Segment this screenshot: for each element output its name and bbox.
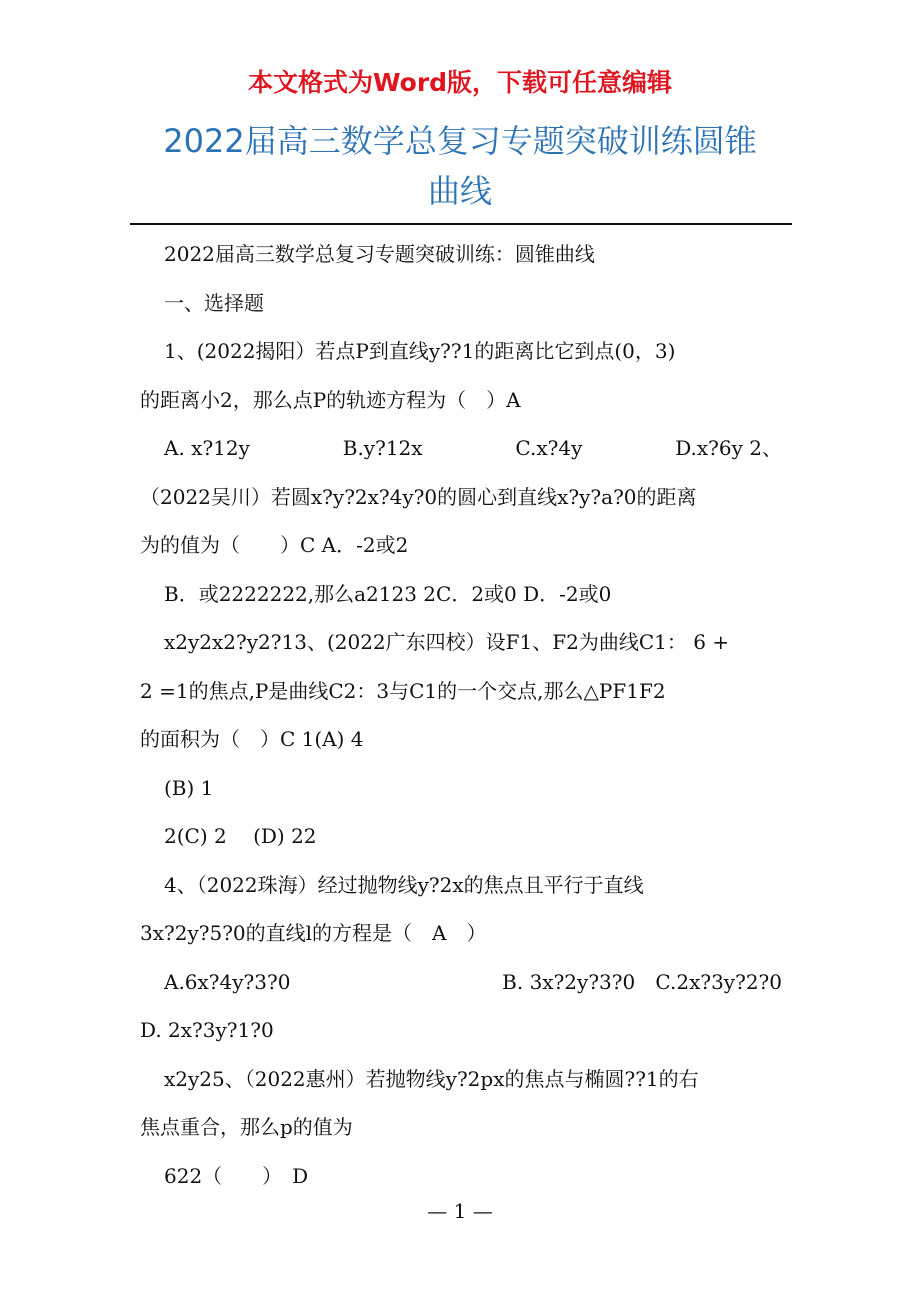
question-5-line-1: x2y25、（2022惠州）若抛物线y?2px的焦点与椭圆??1的右 bbox=[164, 1066, 699, 1091]
question-3-option-b: (B) 1 bbox=[164, 775, 214, 800]
question-2-line-2: 为的值为（ ）C A．-2或2 bbox=[140, 533, 409, 557]
question-1-option-d: D.x?6y 2、 bbox=[675, 436, 782, 460]
question-4-option-b: B. 3x?2y?3?0 bbox=[502, 969, 636, 994]
document-title-line-2: 曲线 bbox=[427, 172, 492, 210]
section-heading: 一、选择题 bbox=[164, 290, 264, 315]
download-banner: 本文格式为Word版，下载可任意编辑 bbox=[247, 68, 673, 97]
question-4-option-c: C.2x?3y?2?0 bbox=[655, 969, 782, 994]
question-1-option-a: A. x?12y bbox=[164, 436, 250, 460]
question-3-line-3: 的面积为（ ）C 1(A) 4 bbox=[140, 727, 364, 751]
question-5-line-3: 622（ ） D bbox=[164, 1163, 309, 1188]
question-4-options bbox=[140, 958, 782, 1007]
question-1-option-b: B.y?12x bbox=[342, 436, 423, 460]
question-2-line-3: B．或2222222,那么a2123 2C．2或0 D．-2或0 bbox=[164, 581, 612, 606]
question-2-line-1: （2022吴川）若圆x?y?2x?4y?0的圆心到直线x?y?a?0的距离 bbox=[140, 484, 697, 509]
document-body bbox=[140, 230, 782, 1200]
question-3-options-cd: 2(C) 2 (D) 22 bbox=[164, 824, 317, 848]
question-4-option-d: D. 2x?3y?1?0 bbox=[140, 1018, 274, 1042]
document-title-line-1: 2022届高三数学总复习专题突破训练圆锥 bbox=[163, 122, 757, 160]
question-1-line-1: 1、(2022揭阳）若点P到直线y??1的距离比它到点(0，3) bbox=[164, 339, 676, 363]
question-4-line-2: 3x?2y?5?0的直线l的方程是（ A ） bbox=[140, 921, 487, 945]
question-3-line-2: 2 =1的焦点,P是曲线C2：3与C1的一个交点,那么△PF1F2 bbox=[140, 678, 666, 703]
question-1-options bbox=[140, 424, 782, 473]
page-number: — 1 — bbox=[427, 1199, 493, 1223]
question-5-line-2: 焦点重合，那么p的值为 bbox=[140, 1115, 353, 1139]
document-title bbox=[120, 116, 800, 216]
question-4-line-1: 4、（2022珠海）经过抛物线y?2x的焦点且平行于直线 bbox=[164, 872, 644, 897]
title-divider bbox=[130, 223, 792, 225]
subtitle: 2022届高三数学总复习专题突破训练：圆锥曲线 bbox=[164, 242, 595, 266]
question-1-option-c: C.x?4y bbox=[515, 436, 583, 460]
question-3-line-1: x2y2x2?y2?13、(2022广东四校）设F1、F2为曲线C1： 6 + bbox=[164, 630, 730, 654]
question-1-line-2: 的距离小2，那么点P的轨迹方程为（ ）A bbox=[140, 387, 521, 412]
question-4-option-a: A.6x?4y?3?0 bbox=[164, 969, 291, 994]
